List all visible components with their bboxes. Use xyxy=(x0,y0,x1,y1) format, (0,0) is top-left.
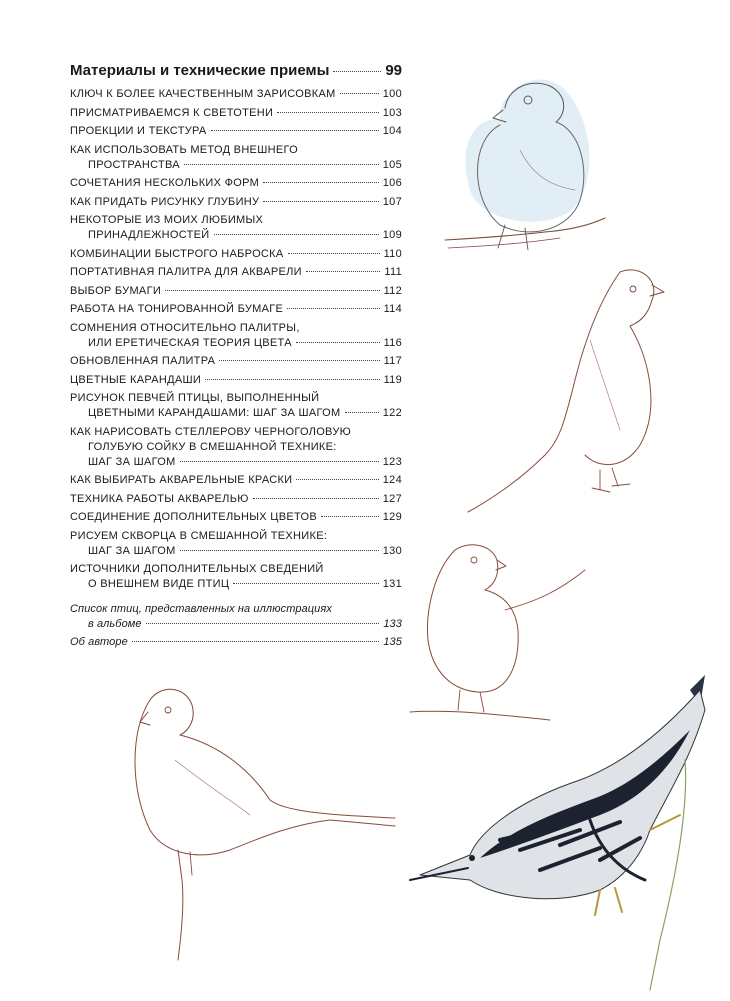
perched-bird-long-tail-sketch xyxy=(135,689,395,960)
page-number: 129 xyxy=(382,511,402,523)
toc-entry-title: КОМБИНАЦИИ БЫСТРОГО НАБРОСКА xyxy=(70,247,284,260)
toc-entry-title: ИСТОЧНИКИ ДОПОЛНИТЕЛЬНЫХ СВЕДЕНИЙ xyxy=(70,563,324,575)
page-number: 133 xyxy=(383,617,402,630)
toc-entry-title: ПРОЕКЦИИ И ТЕКСТУРА xyxy=(70,125,207,137)
page-number: 99 xyxy=(385,62,402,79)
toc-entry-title: КАК НАРИСОВАТЬ СТЕЛЛЕРОВУ ЧЕРНОГОЛОВУЮ xyxy=(70,425,352,438)
toc-entry-title: СОЧЕТАНИЯ НЕСКОЛЬКИХ ФОРМ xyxy=(70,177,260,189)
toc-entry-title: Список птиц, представленных на иллюстрациях xyxy=(70,602,332,615)
toc-entry-title: КАК ВЫБИРАТЬ АКВАРЕЛЬНЫЕ КРАСКИ xyxy=(70,474,293,486)
toc-entry-title: ПРИСМАТРИВАЕМСЯ К СВЕТОТЕНИ xyxy=(70,106,274,119)
page-number: 104 xyxy=(382,125,402,137)
page-number: 131 xyxy=(382,578,402,590)
page-number: 114 xyxy=(383,303,402,315)
black-and-white-warbler-painting xyxy=(410,675,705,990)
page-number: 122 xyxy=(382,407,402,419)
toc-entry-title: Об авторе xyxy=(70,636,128,648)
toc-entry-title: ШАГ ЗА ШАГОМ xyxy=(88,455,176,468)
toc-entry-title: ТЕХНИКА РАБОТЫ АКВАРЕЛЬЮ xyxy=(70,492,249,505)
small-bird-on-twig-sketch xyxy=(410,545,585,720)
page-number: 127 xyxy=(382,492,402,505)
toc-entry-title: РИСУНОК ПЕВЧЕЙ ПТИЦЫ, ВЫПОЛНЕННЫЙ xyxy=(70,392,320,404)
toc-entry-title: ПРОСТРАНСТВА xyxy=(88,158,180,171)
toc-entry-title: в альбоме xyxy=(88,617,142,630)
toc-entry-title: О ВНЕШНЕМ ВИДЕ ПТИЦ xyxy=(88,578,230,590)
toc-entry-title: ПОРТАТИВНАЯ ПАЛИТРА ДЛЯ АКВАРЕЛИ xyxy=(70,266,302,278)
toc-entry-title: ЦВЕТНЫЕ КАРАНДАШИ xyxy=(70,373,202,386)
toc-heading-text: Материалы и технические приемы xyxy=(70,62,330,79)
toc-entry-title: КАК ИСПОЛЬЗОВАТЬ МЕТОД ВНЕШНЕГО xyxy=(70,143,298,156)
page-number: 109 xyxy=(382,229,402,241)
page-number: 110 xyxy=(383,247,402,260)
toc-entry-title: КЛЮЧ К БОЛЕЕ КАЧЕСТВЕННЫМ ЗАРИСОВКАМ xyxy=(70,88,336,100)
page-number: 123 xyxy=(382,455,402,468)
page-number: 105 xyxy=(382,158,402,171)
toc-entry-title: ИЛИ ЕРЕТИЧЕСКАЯ ТЕОРИЯ ЦВЕТА xyxy=(88,336,292,349)
toc-entry-title: ПРИНАДЛЕЖНОСТЕЙ xyxy=(88,229,210,241)
standing-sparrow-sketch xyxy=(468,270,664,512)
page-number: 103 xyxy=(382,106,402,119)
page-number: 124 xyxy=(382,474,402,486)
toc-entry-title: ГОЛУБУЮ СОЙКУ В СМЕШАННОЙ ТЕХНИКЕ: xyxy=(88,440,337,453)
toc-entry-title: РИСУЕМ СКВОРЦА В СМЕШАННОЙ ТЕХНИКЕ: xyxy=(70,529,328,542)
toc-entry-title: ШАГ ЗА ШАГОМ xyxy=(88,544,176,557)
page-number: 107 xyxy=(382,195,402,208)
page-number: 111 xyxy=(384,266,402,278)
page-number: 135 xyxy=(383,636,402,648)
toc-entry-title: РАБОТА НА ТОНИРОВАННОЙ БУМАГЕ xyxy=(70,303,284,315)
toc-entry-title: СОЕДИНЕНИЕ ДОПОЛНИТЕЛЬНЫХ ЦВЕТОВ xyxy=(70,511,317,523)
page-number: 117 xyxy=(383,355,402,367)
page-number: 100 xyxy=(382,88,402,100)
fluffy-bird-on-branch-sketch xyxy=(445,80,605,250)
page-number: 112 xyxy=(383,284,402,297)
page-number: 119 xyxy=(383,373,402,386)
page-number: 116 xyxy=(383,336,402,349)
toc-entry-title: ЦВЕТНЫМИ КАРАНДАШАМИ: ШАГ ЗА ШАГОМ xyxy=(88,407,341,419)
toc-entry-title: ВЫБОР БУМАГИ xyxy=(70,284,162,297)
toc-entry-title: ОБНОВЛЕННАЯ ПАЛИТРА xyxy=(70,355,216,367)
toc-entry-title: НЕКОТОРЫЕ ИЗ МОИХ ЛЮБИМЫХ xyxy=(70,214,264,226)
page-number: 130 xyxy=(382,544,402,557)
toc-entry-title: КАК ПРИДАТЬ РИСУНКУ ГЛУБИНУ xyxy=(70,195,260,208)
page-number: 106 xyxy=(382,177,402,189)
toc-entry-title: СОМНЕНИЯ ОТНОСИТЕЛЬНО ПАЛИТРЫ, xyxy=(70,321,300,334)
